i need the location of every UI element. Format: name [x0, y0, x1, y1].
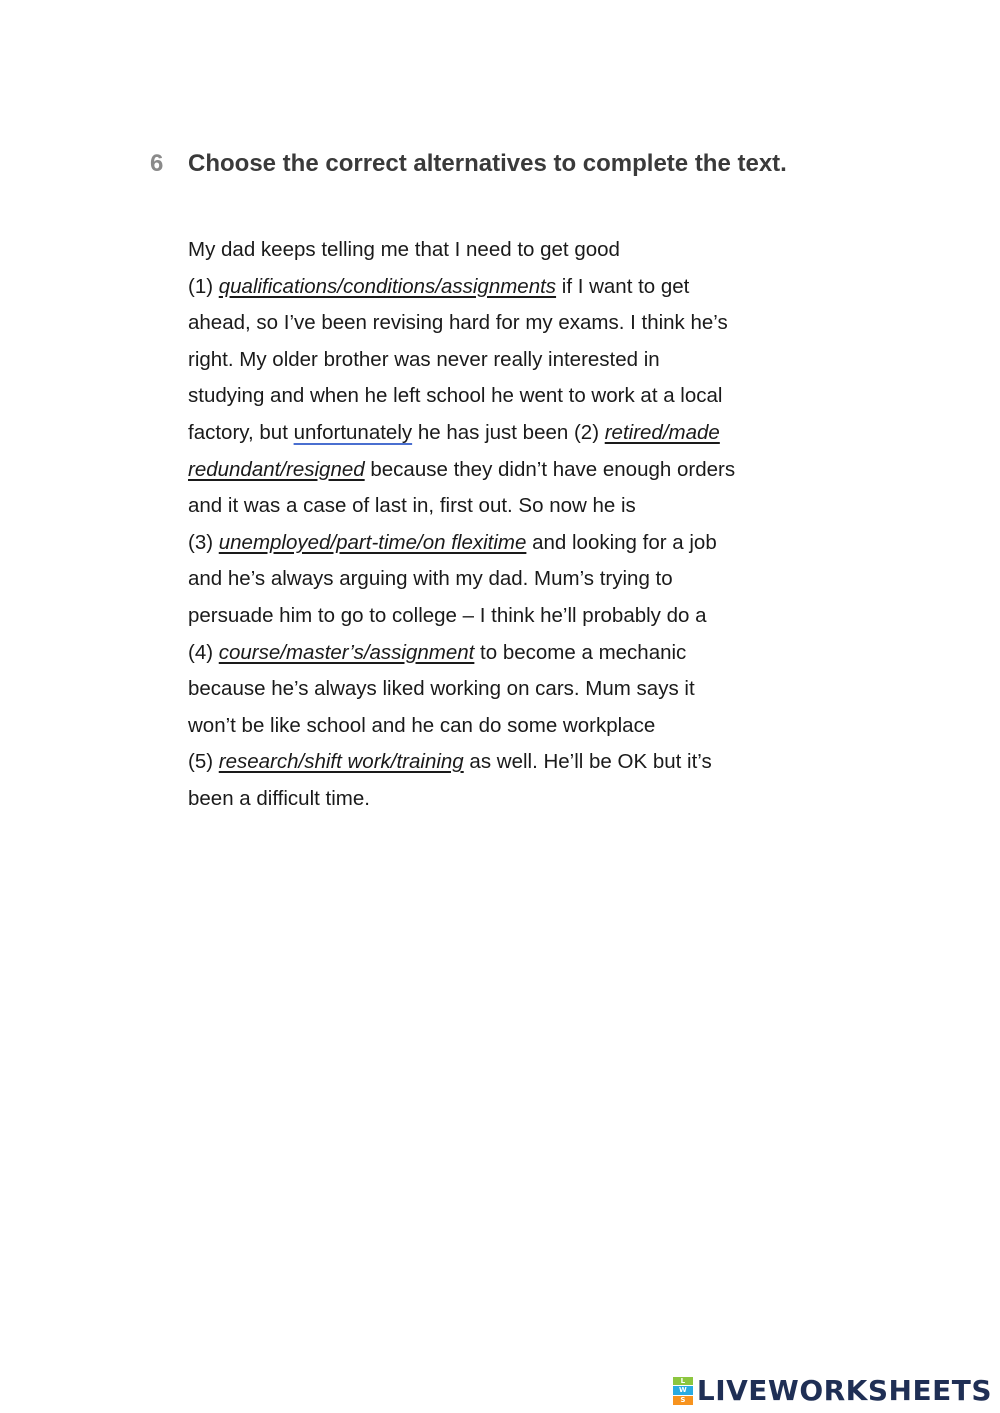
passage-line: because he’s always liked working on cars. Mum says it — [188, 677, 695, 701]
exercise-header — [150, 148, 810, 180]
passage-line: and it was a case of last in, first out. So now he is — [188, 494, 636, 518]
answer-options-1[interactable]: qualifications/conditions/assignments — [218, 274, 557, 298]
logo-mark-bottom: S — [673, 1396, 693, 1405]
passage-line: My dad keeps telling me that I need to get good — [188, 238, 620, 261]
logo-mark-middle: W — [673, 1386, 693, 1395]
passage-text: as well. He’ll be OK but it’s — [463, 750, 712, 774]
passage-line: right. My older brother was never really interested in — [188, 347, 660, 371]
answer-options-5[interactable]: research/shift work/training — [218, 750, 464, 774]
passage-text: to become a mechanic — [474, 640, 687, 664]
passage-line — [188, 525, 828, 562]
passage-line — [188, 744, 828, 781]
gap-number: (5) — [188, 750, 219, 774]
passage-line — [188, 452, 808, 489]
passage-text: he has just been (2) — [412, 420, 605, 444]
answer-options-2a[interactable]: retired/made — [604, 420, 720, 444]
passage-text: because they didn’t have enough orders — [364, 457, 736, 481]
spellcheck-word: unfortunately — [293, 420, 413, 444]
passage-line: been a difficult time. — [188, 786, 370, 810]
gap-number: (4) — [188, 640, 219, 664]
logo-text: LIVEWORKSHEETS — [696, 1374, 992, 1407]
passage-line — [188, 415, 828, 452]
passage-text: if I want to get — [556, 274, 690, 298]
passage-line: ahead, so I’ve been revising hard for my exams. I think he’s — [188, 311, 728, 335]
passage-line: persuade him to go to college – I think he’ll probably do a — [188, 603, 707, 627]
liveworksheets-logo[interactable] — [673, 1374, 992, 1407]
exercise-title: Choose the correct alternatives to complete the text. — [188, 150, 787, 177]
logo-mark-icon — [673, 1377, 693, 1405]
reading-passage — [188, 232, 828, 818]
passage-line — [188, 269, 828, 306]
answer-options-4[interactable]: course/master’s/assignment — [218, 640, 475, 664]
answer-options-2b[interactable]: redundant/resigned — [188, 457, 365, 481]
passage-text: factory, but — [188, 420, 294, 444]
gap-number: (1) — [188, 274, 219, 298]
answer-options-3[interactable]: unemployed/part-time/on flexitime — [218, 530, 527, 554]
logo-mark-top: L — [673, 1377, 693, 1386]
passage-line: and he’s always arguing with my dad. Mum’s trying to — [188, 567, 673, 591]
passage-text: and looking for a job — [526, 530, 717, 554]
passage-line — [188, 635, 828, 672]
passage-line: studying and when he left school he went to work at a local — [188, 384, 723, 408]
exercise-number: 6 — [150, 150, 164, 177]
gap-number: (3) — [188, 530, 219, 554]
passage-line: won’t be like school and he can do some workplace — [188, 713, 656, 737]
